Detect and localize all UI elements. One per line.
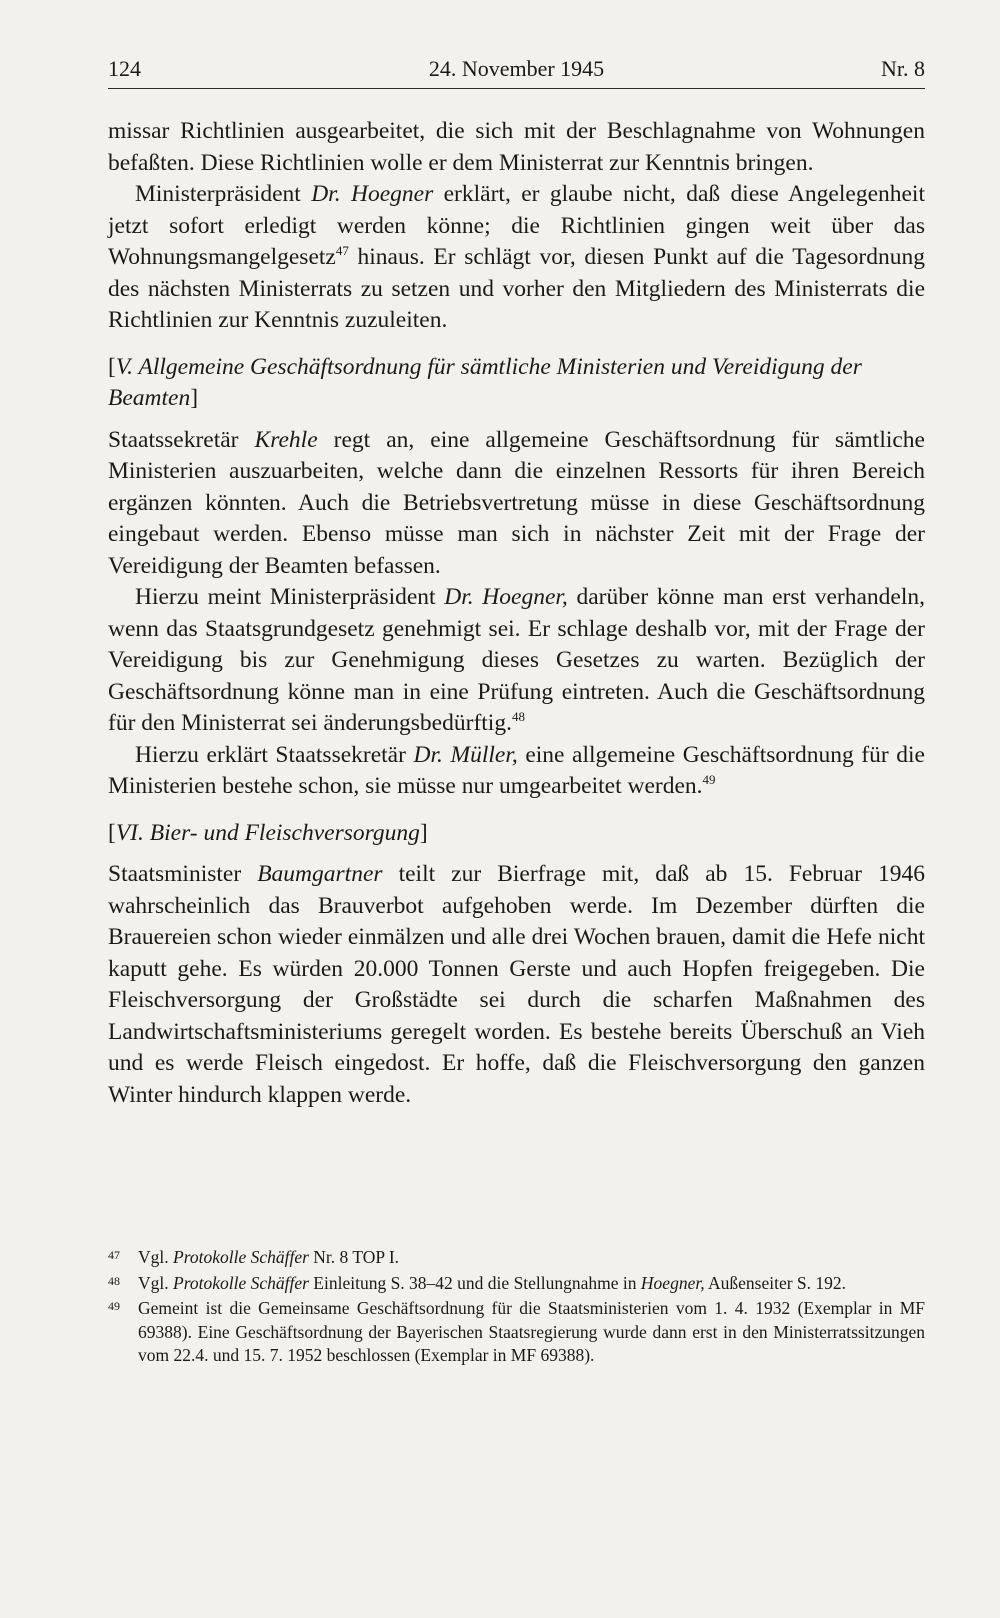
footnote-text	[138, 1272, 925, 1296]
footnote	[108, 1246, 925, 1270]
section-heading-text: VI. Bier- und Fleischversorgung	[115, 819, 420, 846]
page-number: 124	[108, 56, 141, 81]
footnote-segment: Nr. 8 TOP I.	[308, 1247, 400, 1267]
speaker-name: Dr. Müller,	[413, 741, 518, 768]
speaker-name: Dr. Hoegner,	[444, 584, 568, 610]
footnote-segment: Gemeint ist die Gemeinsame Geschäftsordnung für die Staatsministerien vom 1. 4. 1932 (Exemplar in MF 69388). Eine Geschäftsordnung der Bayerischen Staatsregierung wurde dann erst in den Ministerratssitzungen vom 22.4. und 15. 7. 1952 beschlossen (Exemplar in MF 69388).	[138, 1298, 925, 1365]
footnote-citation: Protokolle Schäffer	[173, 1247, 309, 1267]
paragraph-text: Hierzu erklärt Staatssekretär	[135, 741, 414, 768]
paragraph-text: teilt zur Bierfrage mit, daß ab 15. Februar 1946 wahrscheinlich das Brauverbot aufgehoben werde. Im Dezember dürften die Brauereien schon wieder einmälzen und alle drei Wochen brauen, damit die Hefe nicht kaputt gehe. Es würden 20.000 Tonnen Gerste und auch Hopfen freigegeben. Die Fleischversorgung der Großstädte sei durch die scharfen Maßnahmen des Landwirtschaftsministeriums geregelt worden. Es bestehe bereits Überschuß an Vieh und es werde Fleisch eingedost. Er hoffe, daß die Fleischversorgung den ganzen Winter hindurch klappen werde.	[108, 861, 925, 1108]
paragraph	[108, 740, 925, 803]
footnote	[108, 1272, 925, 1296]
footnote-ref[interactable]: 49	[702, 772, 716, 788]
paragraph	[108, 582, 925, 740]
paragraph	[108, 859, 925, 1111]
footnote-segment: Vgl.	[138, 1247, 173, 1267]
paragraph-text: regt an, eine allgemeine Geschäftsordnung für sämtliche Ministerien auszuarbeiten, welche dann die einzelnen Ressorts für ihren Bereich ergänzen könnten. Auch die Betriebsvertretung müsse in diese Geschäftsordnung eingebaut werden. Ebenso müsse man sich in nächster Zeit mit der Frage der Vereidigung der Beamten befassen.	[108, 426, 925, 579]
paragraph-text: missar Richtlinien ausgearbeitet, die sich mit der Beschlagnahme von Wohnungen befaßten. Diese Richtlinien wolle er dem Ministerrat zur Kenntnis bringen.	[108, 118, 925, 176]
section-heading	[108, 352, 925, 415]
footnote-ref[interactable]: 47	[335, 243, 349, 259]
paragraph-text: Staatssekretär	[108, 426, 255, 453]
running-head	[108, 52, 925, 89]
section-heading	[108, 818, 925, 850]
footnote-segment: Außenseiter S. 192.	[704, 1272, 847, 1293]
paragraph-text: eine allgemeine Geschäftsordnung für die Ministerien bestehe schon, sie müsse nur umgearbeitet werden.	[108, 741, 925, 799]
footnote-number: 47	[108, 1248, 120, 1262]
speaker-name: Dr. Hoegner	[311, 181, 434, 207]
bracket: ]	[419, 819, 428, 846]
paragraph-text: darüber könne man erst verhandeln, wenn das Staatsgrundgesetz genehmigt sei. Er schlage deshalb vor, mit der Frage der Vereidigung bis zur Genehmigung dieses Gesetzes zu warten. Bezüglich der Geschäftsordnung könne man in eine Prüfung eintreten. Auch die Geschäftsordnung für den Ministerrat sei änderungsbedürftig.	[108, 584, 925, 736]
paragraph	[108, 425, 925, 583]
footnote-segment: Vgl.	[138, 1272, 173, 1293]
body-text	[108, 116, 925, 1111]
footnote-citation: Protokolle Schäffer	[173, 1272, 309, 1293]
footnote-number: 48	[108, 1273, 120, 1288]
paragraph	[108, 116, 925, 179]
footnote	[108, 1297, 925, 1368]
paragraph	[108, 179, 925, 337]
header-date: 24. November 1945	[428, 56, 605, 81]
paragraph-text: Ministerpräsident	[135, 181, 312, 207]
speaker-name: Baumgartner	[257, 861, 383, 887]
bracket: [	[108, 819, 116, 846]
footnote-segment: Einleitung S. 38–42 und die Stellungnahme in	[308, 1272, 641, 1293]
paragraph-text: Hierzu meint Ministerpräsident	[135, 584, 445, 610]
speaker-name: Krehle	[254, 426, 318, 453]
bracket: ]	[190, 385, 199, 411]
issue-number: Nr. 8	[881, 56, 925, 81]
section-heading-text: V. Allgemeine Geschäftsordnung für sämtliche Ministerien und Vereidigung der Beamten	[108, 353, 862, 411]
footnotes	[108, 1246, 925, 1370]
footnote-text	[138, 1246, 925, 1270]
paragraph-text: Staatsminister	[108, 861, 258, 887]
footnote-citation: Hoegner,	[640, 1272, 705, 1293]
footnote-text	[138, 1297, 925, 1368]
paragraph-text: erklärt, er glaube nicht, daß diese Angelegenheit jetzt sofort erledigt werden könne; die Richtlinien gingen weit über das Wohnungsmangelgesetz	[108, 181, 925, 270]
footnote-ref[interactable]: 48	[511, 709, 525, 725]
paragraph-text: hinaus. Er schlägt vor, diesen Punkt auf die Tagesordnung des nächsten Ministerrats zu setzen und vorher den Mitgliedern des Ministerrats die Richtlinien zur Kenntnis zuzuleiten.	[108, 244, 925, 333]
footnote-number: 49	[108, 1299, 120, 1313]
bracket: [	[108, 353, 116, 380]
